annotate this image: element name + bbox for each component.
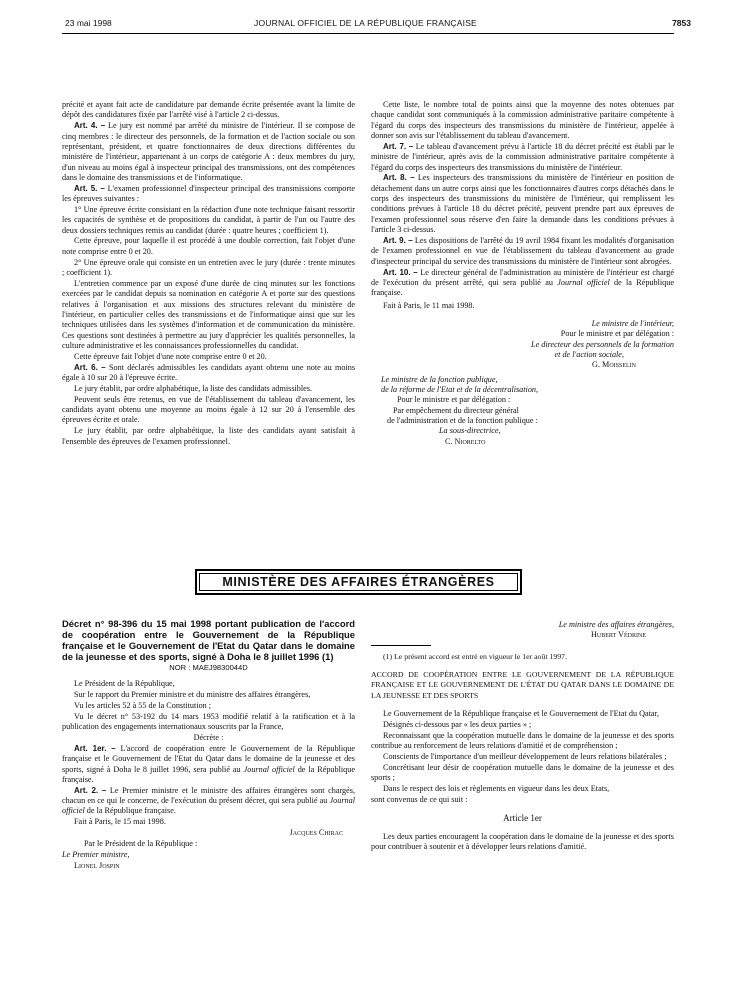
article-4 xyxy=(62,121,355,183)
paragraph: L'entretien commence par un exposé d'une durée de cinq minutes sur les fonctions exercées par le candidat depuis sa nomination en catégorie A et porte sur des questions relatives à l'organisation et aux missions des structures relevant du ministère de l'intérieur, en particulier celles des transmissions et de l'informatique ainsi que sur les techniques utilisées dans les systèmes d'information et de communication du ministère. Ces questions sont destinées à permettre au jury d'apprécier les qualités personnelles, la culture administrative et les connaissances professionnelles du candidat. xyxy=(62,278,355,350)
signature-line: de la réforme de l'Etat et de la décentralisation, xyxy=(381,384,539,394)
article-text: de la République française. xyxy=(62,764,355,784)
journal-officiel-ref: Journal officiel xyxy=(243,764,295,774)
paragraph: Les deux parties encouragent la coopération dans le domaine de la jeunesse et des sports pour contribuer à soutenir et à développer leurs relations d'amitié. xyxy=(371,831,674,851)
signature-line: Le directeur des personnels de la formation xyxy=(531,339,674,349)
article-label: Art. 9. – xyxy=(383,235,413,245)
article-label: Art. 5. – xyxy=(74,183,105,193)
fait-a-paris: Fait à Paris, le 15 mai 1998. xyxy=(74,817,166,827)
signature-line: Par empêchement du directeur général xyxy=(393,405,519,415)
paragraph: Sur le rapport du Premier ministre et du ministre des affaires étrangères, xyxy=(74,690,311,700)
signature-line: Le ministre des affaires étrangères, xyxy=(558,620,674,629)
paragraph: Concrétisant leur désir de coopération mutuelle dans le domaine de la jeunesse et des sports ; xyxy=(371,762,674,783)
par-le-president: Par le Président de la République : xyxy=(84,839,198,848)
signature-line: et de l'action sociale, xyxy=(554,349,624,359)
header-page-number: 7853 xyxy=(672,18,691,28)
paragraph: Vu le décret n° 53-192 du 14 mars 1953 modifié relatif à la ratification et à la publication des engagements internationaux souscrits par la France, xyxy=(62,711,355,732)
article-text: Le tableau d'avancement prévu à l'article 18 du décret précité est établi par le ministre de l'intérieur, après avis de la commission administrative paritaire compétente à l'égard du corps des inspecteurs des transmissions du ministère de l'intérieur. xyxy=(371,141,674,172)
article-10 xyxy=(371,268,674,299)
article-7 xyxy=(371,142,674,173)
premier-ministre-name: Lionel Jospin xyxy=(74,860,120,870)
signatory-name: G. Moisselin xyxy=(592,360,636,370)
footnote: (1) Le présent accord est entré en vigueur le 1er août 1997. xyxy=(383,651,568,661)
paragraph: 1° Une épreuve écrite consistant en la rédaction d'une note technique faisant ressortir les capacités de synthèse et de propositions du candidat, à partir de l'un ou l'autre des deux dossiers techniques remis au candidat (durée : quatre heures ; coefficient 1). xyxy=(62,204,355,235)
article-6 xyxy=(62,363,355,384)
column-right-bottom xyxy=(371,620,674,853)
journal-officiel-ref: Journal officiel xyxy=(62,796,355,816)
article-8 xyxy=(371,173,674,235)
header-date: 23 mai 1998 xyxy=(65,18,112,28)
journal-officiel-ref: Journal officiel xyxy=(557,277,610,287)
decrete: Décrète : xyxy=(193,733,224,743)
article-text: L'examen professionnel d'inspecteur principal des transmissions comporte les épreuves suivantes : xyxy=(62,183,356,204)
footnote-rule xyxy=(371,645,431,646)
article-text: de la République française. xyxy=(371,277,674,298)
article-label: Art. 10. – xyxy=(383,267,418,277)
column-left-bottom xyxy=(62,618,355,872)
signature-line: de l'administration et de la fonction publique : xyxy=(387,415,538,425)
signature-line: Pour le ministre et par délégation : xyxy=(397,395,511,405)
signatory-name: C. Niorelto xyxy=(445,436,486,446)
signature-line: Le ministre de la fonction publique, xyxy=(381,374,498,384)
president-signature: Jacques Chirac xyxy=(289,828,343,838)
article-label: Art. 6. – xyxy=(74,362,106,372)
paragraph: Cette épreuve, pour laquelle il est procédé à une double correction, fait l'objet d'une note comprise entre 0 et 20. xyxy=(62,236,355,256)
article-label: Art. 4. – xyxy=(74,121,106,131)
paragraph: Le Gouvernement de la République française et le Gouvernement de l'Etat du Qatar, xyxy=(383,709,659,719)
article-label: Art. 8. – xyxy=(383,173,415,183)
signature-block-interieur xyxy=(371,319,674,371)
article-label: Art. 7. – xyxy=(383,141,414,151)
article-text: Sont déclarés admissibles les candidats ayant obtenu une note au moins égale à 10 sur 20 à l'épreuve écrite. xyxy=(62,362,356,382)
paragraph: Cette épreuve fait l'objet d'une note comprise entre 0 et 20. xyxy=(74,351,267,361)
article-text: Les dispositions de l'arrêté du 19 avril 1984 fixant les modalités d'organisation de l'examen professionnel en vue de l'établissement du tableau d'avancement au grade d'inspecteur principal du service des transmissions du ministère de l'intérieur sont abrogées. xyxy=(371,235,675,266)
paragraph: Reconnaissant que la coopération mutuelle dans le domaine de la jeunesse et des sports contribue au renforcement de leurs relations d'amitié et de compréhension ; xyxy=(371,730,674,751)
article-9 xyxy=(371,236,674,267)
signature-line: Pour le ministre et par délégation : xyxy=(560,329,674,339)
signature-block-affaires-etrangeres xyxy=(371,620,674,641)
paragraph: Peuvent seuls être retenus, en vue de l'établissement du tableau d'avancement, les candidats ayant obtenu une moyenne au moins égale à 12 sur 20 à l'ensemble des épreuves écrite et orale. xyxy=(62,394,355,425)
header-rule xyxy=(62,33,674,34)
ministry-heading-box xyxy=(195,569,522,595)
decree-title: Décret n° 98-396 du 15 mai 1998 portant publication de l'accord de coopération entre le Gouvernement de la République française et le Gouvernement de l'Etat du Qatar dans le domaine de la jeunesse et des sports, signé à Doha le 8 juillet 1996 (1) xyxy=(62,618,355,662)
paragraph: sont convenus de ce qui suit : xyxy=(371,794,468,804)
article-text: Le Premier ministre et le ministre des affaires étrangères sont chargés, chacun en ce qui le concerne, de l'exécution du présent décret, qui sera publié au xyxy=(62,785,355,806)
article-text: Le directeur général de l'administration au ministère de l'intérieur est chargé de l'exécution du présent arrêté, qui sera publié au xyxy=(371,267,675,287)
article-1 xyxy=(62,744,355,785)
article-label: Art. 2. – xyxy=(74,785,107,795)
accord-title: ACCORD DE COOPÉRATION ENTRE LE GOUVERNEMENT DE LA RÉPUBLIQUE FRANÇAISE ET LE GOUVERNEMENT DE L'ÉTAT DU QATAR DANS LE DOMAINE DE LA JEUNESSE ET DES SPORTS xyxy=(371,670,674,700)
fait-a-paris: Fait à Paris, le 11 mai 1998. xyxy=(383,300,475,310)
article-label: Art. 1er. – xyxy=(74,743,116,753)
paragraph: Le jury établit, par ordre alphabétique, la liste des candidats ayant satisfait à l'ensemble des épreuves de l'examen professionnel. xyxy=(62,426,355,446)
paragraph: Conscients de l'importance d'un meilleur développement de leurs relations bilatérales ; xyxy=(383,751,667,761)
ministry-heading: MINISTÈRE DES AFFAIRES ÉTRANGÈRES xyxy=(199,573,518,591)
paragraph: Désignés ci-dessous par « les deux parties » ; xyxy=(383,719,532,729)
paragraph: précité et ayant fait acte de candidature par demande écrite présentée avant la limite de dépôt des candidatures fixée par l'arrêté visé à l'article 2 ci-dessus. xyxy=(62,100,355,120)
article-5 xyxy=(62,184,355,205)
article-text: Le jury est nommé par arrêté du ministre de l'intérieur. Il se compose de cinq membres : le directeur des personnels, de la formation et de l'action sociale ou son représentant, président, et quatre fonctionnaires de deux directions différentes du ministère de l'intérieur, appartenant à un corps de catégorie A : deux membres du jury, d'un niveau au moins égal à inspecteur principal des transmissions, ont des compétences dans le domaine des transmissions et de l'informatique. xyxy=(62,121,355,182)
article-text: L'accord de coopération entre le Gouvernement de la République française et le Gouvernement de l'Etat du Qatar dans le domaine de la jeunesse et des sports, signé à Doha le 8 juillet 1996, sera publié au xyxy=(62,743,355,774)
premier-ministre: Le Premier ministre, xyxy=(62,849,130,859)
signature-block-fonction-publique xyxy=(371,375,674,447)
paragraph: Dans le respect des lois et règlements en vigueur dans les deux Etats, xyxy=(383,783,610,793)
paragraph: Le jury établit, par ordre alphabétique, la liste des candidats admissibles. xyxy=(74,383,313,393)
signatory-name: Hubert Védrine xyxy=(590,630,646,640)
column-right-top xyxy=(371,100,674,447)
signature-line: La sous-directrice, xyxy=(439,426,501,436)
article-text: de la République française. xyxy=(84,806,176,816)
paragraph: Vu les articles 52 à 55 de la Constitution ; xyxy=(74,701,212,711)
paragraph: Cette liste, le nombre total de points ainsi que la moyenne des notes obtenues par chaque candidat sont communiqués à la commission administrative paritaire compétente à l'égard du corps des inspecteurs des transmissions du ministère de l'intérieur, appelée à donner son avis sur l'établissement du tableau d'avancement. xyxy=(371,100,674,141)
nor-reference: NOR : MAEJ9830044D xyxy=(169,663,248,672)
page-header xyxy=(0,18,731,32)
signature-line: Le ministre de l'intérieur, xyxy=(591,318,674,328)
article-heading: Article 1er xyxy=(503,813,542,824)
paragraph: 2° Une épreuve orale qui consiste en un entretien avec le jury (durée : trente minutes ; coefficient 1). xyxy=(62,257,355,277)
article-2 xyxy=(62,786,355,817)
paragraph: Le Président de la République, xyxy=(74,679,175,689)
header-title: JOURNAL OFFICIEL DE LA RÉPUBLIQUE FRANÇAISE xyxy=(254,18,477,28)
article-text: Les inspecteurs des transmissions du ministère de l'intérieur en position de détachement dans un autre corps ainsi que les fonctionnaires d'autres corps détachés dans le corps des inspecteurs des transmissions du ministère de l'intérieur, qui remplissent les conditions prévues à l'article 18 du décret précité, peuvent prendre part aux épreuves de l'examen professionnel sous réserve d'en faire la demande dans les conditions prévues à l'article 3 ci-dessus. xyxy=(371,173,675,235)
column-left-top xyxy=(62,100,355,447)
